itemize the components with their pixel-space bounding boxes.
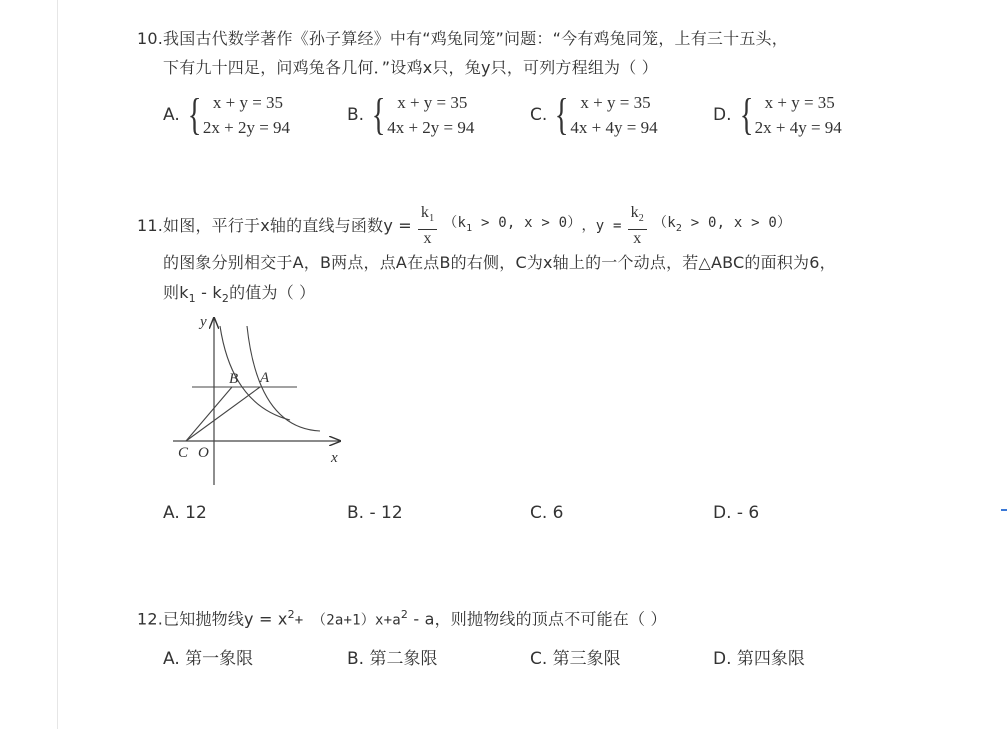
q12-number: 12. — [137, 609, 164, 629]
scroll-marker — [1001, 509, 1007, 511]
q11-figure — [170, 310, 350, 490]
q10-option-d[interactable] — [713, 90, 842, 140]
brace: { — [554, 90, 569, 139]
q10-option-a[interactable] — [163, 90, 290, 140]
curve-k1 — [247, 326, 320, 431]
q11-option-a[interactable]: A. 12 — [163, 503, 207, 523]
q11-option-b[interactable]: B. - 12 — [347, 503, 403, 523]
left-margin-rule — [57, 0, 58, 729]
label-x: x — [331, 450, 338, 466]
q11-prefix: 如图，平行于x轴的直线与函数y = — [163, 216, 412, 236]
equation-system — [755, 90, 842, 140]
equation-2: 2x + 2y = 94 — [202, 118, 291, 137]
q10-stem-line1: 我国古代数学著作《孙子算经》中有“鸡兔同笼”问题：“今有鸡兔同笼，上有三十五头， — [163, 29, 788, 48]
brace: { — [371, 90, 386, 139]
q10-option-b[interactable] — [347, 90, 474, 140]
q12-line1: 12.已知抛物线$y = x^2+ (2a+1)x+a^2 - a$，则抛物线的顶点不可能在（ ） — [137, 608, 667, 629]
q12-option-c[interactable]: C. 第三象限 — [530, 649, 621, 669]
q11-number: 11. — [137, 216, 164, 236]
q11-option-c[interactable]: C. 6 — [530, 503, 564, 523]
equation-1: x + y = 35 — [764, 93, 835, 112]
q10-stem-line2: 下有九十四足，问鸡兔各几何．”设鸡x只，兔y只，可列方程组为（ ） — [163, 58, 658, 77]
q12-option-b[interactable]: B. 第二象限 — [347, 649, 438, 669]
equation-2: 4x + 2y = 94 — [387, 118, 475, 137]
label-c: C — [178, 445, 189, 461]
q10-line1 — [137, 28, 788, 50]
label-o: O — [198, 445, 209, 461]
q10-option-d-label: D. — [713, 105, 732, 125]
equation-2: 2x + 4y = 94 — [754, 118, 842, 137]
q11-cond2: （$k_2 > 0$, x > 0） — [653, 215, 792, 234]
q10-number: 10. — [137, 29, 164, 48]
q11-option-d[interactable]: D. - 6 — [713, 503, 760, 523]
q11-sep: ，y = — [581, 218, 622, 235]
q12-option-a[interactable]: A. 第一象限 — [163, 649, 254, 669]
frac2-sub: 2 — [638, 213, 644, 225]
frac1-den: x — [423, 230, 432, 248]
brace: { — [187, 90, 202, 139]
frac2-den: x — [633, 230, 642, 248]
q10-option-c-label: C. — [530, 105, 548, 125]
frac2-num: k — [630, 204, 639, 221]
equation-1: x + y = 35 — [212, 93, 284, 112]
q11-line1 — [137, 204, 791, 248]
q11-stem-line2: 的图象分别相交于A，B两点，点A在点B的右侧，C为x轴上的一个动点，若△ABC的面积为6， — [163, 253, 836, 272]
q11-stem-line3: 则$k_1 - k_2$的值为（ ） — [163, 283, 316, 306]
brace: { — [739, 90, 753, 139]
equation-1: x + y = 35 — [580, 93, 651, 112]
frac1-num: k — [420, 204, 430, 221]
equation-system — [203, 90, 290, 140]
q10-option-b-label: B. — [347, 105, 365, 125]
equation-1: x + y = 35 — [397, 93, 468, 112]
frac1-sub: 1 — [429, 213, 435, 225]
segment-cb — [186, 387, 232, 441]
q11-cond1: （$k_1 > 0$, x > 0） — [443, 215, 582, 234]
equation-2: 4x + 4y = 94 — [570, 118, 658, 137]
label-a: A — [260, 370, 270, 386]
label-y: y — [200, 314, 207, 330]
label-b: B — [229, 371, 239, 387]
q10-option-c[interactable] — [530, 90, 658, 140]
equation-system — [570, 90, 657, 140]
fraction-k2-over-x — [628, 204, 647, 248]
fraction-k1-over-x — [418, 204, 437, 248]
q12-option-d[interactable]: D. 第四象限 — [713, 649, 805, 669]
segment-ca — [186, 387, 260, 441]
equation-system — [387, 90, 474, 140]
q10-option-a-label: A. — [163, 105, 180, 125]
